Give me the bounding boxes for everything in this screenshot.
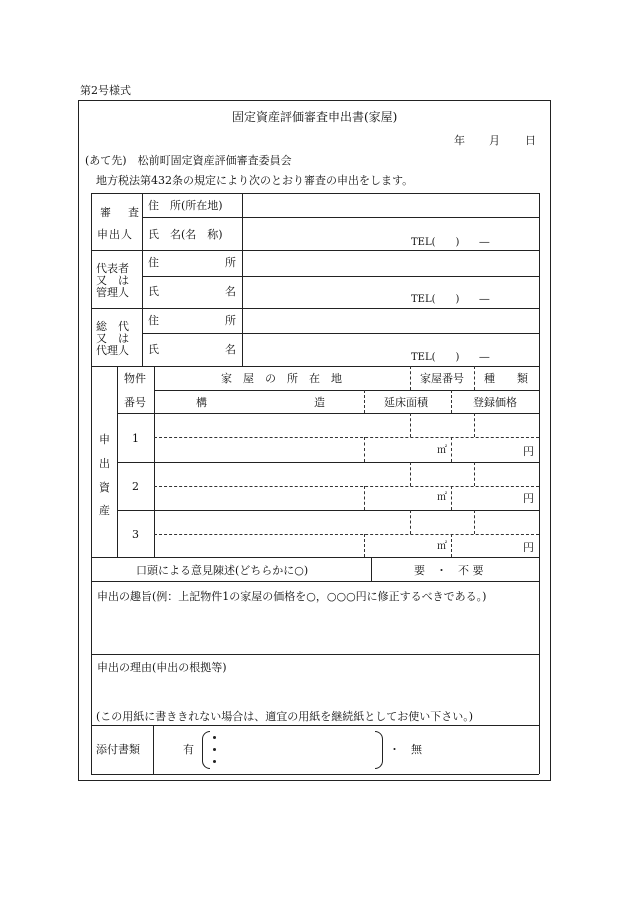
agent-name-label-a: 氏 [148,343,159,356]
date-day: 日 [525,134,536,147]
representative-tel: TEL( ) ― [411,294,490,305]
assets-side-label-4: 産 [99,504,110,517]
purpose-label: 申出の趣旨(例：上記物件1の家屋の価格を○，○○○円に修正するべきである。) [97,590,487,603]
agent-address-label-a: 住 [148,314,159,327]
header-location: 家 屋 の 所 在 地 [221,372,342,385]
applicant-address-field[interactable] [244,195,537,215]
row-number-1: 1 [132,432,139,445]
form-number: 第2号様式 [80,84,131,97]
agent-name-label-b: 名 [225,343,236,356]
representative-label-2: 又 は [96,274,129,287]
representative-address-label-b: 所 [225,256,236,269]
attachments-bracket-right [375,731,383,769]
price-unit-2: 円 [523,492,534,505]
price-unit-3: 円 [523,541,534,554]
agent-tel: TEL( ) ― [411,352,490,363]
attachments-yes[interactable]: 有 [183,743,194,756]
applicant-label-1a: 審 [100,206,111,219]
representative-name-label-a: 氏 [148,285,159,298]
purpose-field[interactable] [93,608,537,652]
header-type: 種 類 [484,372,528,385]
reason-label: 申出の理由(申出の根拠等) [97,661,227,674]
attachment-bullet-1 [213,736,216,739]
applicant-name-field[interactable] [244,219,404,248]
header-structure-a: 構 [196,396,207,409]
assets-side-label-2: 出 [99,457,110,470]
agent-label-1: 総 代 [96,320,129,333]
price-unit-1: 円 [523,445,534,458]
applicant-tel: TEL( ) ― [411,237,490,248]
representative-label-1: 代表者 [96,262,129,275]
reason-note: (この用紙に書ききれない場合は、適宜の用紙を継続紙としてお使い下さい。) [96,710,474,723]
header-floor-area: 延床面積 [384,396,428,409]
representative-name-label-b: 名 [225,285,236,298]
date-month: 月 [489,134,500,147]
agent-address-label-b: 所 [225,314,236,327]
attachment-bullet-3 [213,760,216,763]
assets-side-label-1: 申 [99,433,110,446]
oral-statement-options[interactable]: 要 ・ 不 要 [414,564,484,577]
header-property: 物件 [124,372,146,385]
intro-text: 地方税法第432条の規定により次のとおり審査の申出をします。 [96,174,414,187]
agent-address-field[interactable] [244,310,537,331]
form-title: 固定資産評価審査申出書(家屋) [232,110,398,124]
area-unit-2: ㎡ [437,492,447,503]
agent-label-3: 代理人 [96,344,129,357]
date-year: 年 [454,134,465,147]
area-unit-1: ㎡ [437,445,447,456]
oral-statement-label: 口頭による意見陳述(どちらかに○) [136,564,309,577]
attachments-no[interactable]: ・ 無 [389,743,422,756]
agent-label-2: 又 は [96,332,129,345]
applicant-label-1b: 査 [128,206,139,219]
area-unit-3: ㎡ [437,541,447,552]
representative-address-field[interactable] [244,252,537,274]
representative-name-field[interactable] [244,278,404,306]
applicant-address-label: 住 所(所在地) [148,199,223,212]
row-number-2: 2 [132,480,139,493]
attachments-label: 添付書類 [96,743,140,756]
reason-field[interactable] [93,678,537,706]
header-house-no: 家屋番号 [420,372,464,385]
applicant-name-label: 氏 名(名 称) [148,228,223,241]
header-number: 番号 [124,396,146,409]
representative-label-3: 管理人 [96,286,129,299]
attachments-bracket-left [202,731,210,769]
header-registered-price: 登録価格 [473,396,517,409]
applicant-label-2: 申出人 [97,228,133,241]
addressee: (あて先) 松前町固定資産評価審査委員会 [85,154,292,167]
attachment-bullet-2 [213,748,216,751]
agent-name-field[interactable] [244,335,404,364]
row-number-3: 3 [132,528,139,541]
header-structure-b: 造 [314,396,325,409]
representative-address-label-a: 住 [148,256,159,269]
assets-side-label-3: 資 [99,481,110,494]
